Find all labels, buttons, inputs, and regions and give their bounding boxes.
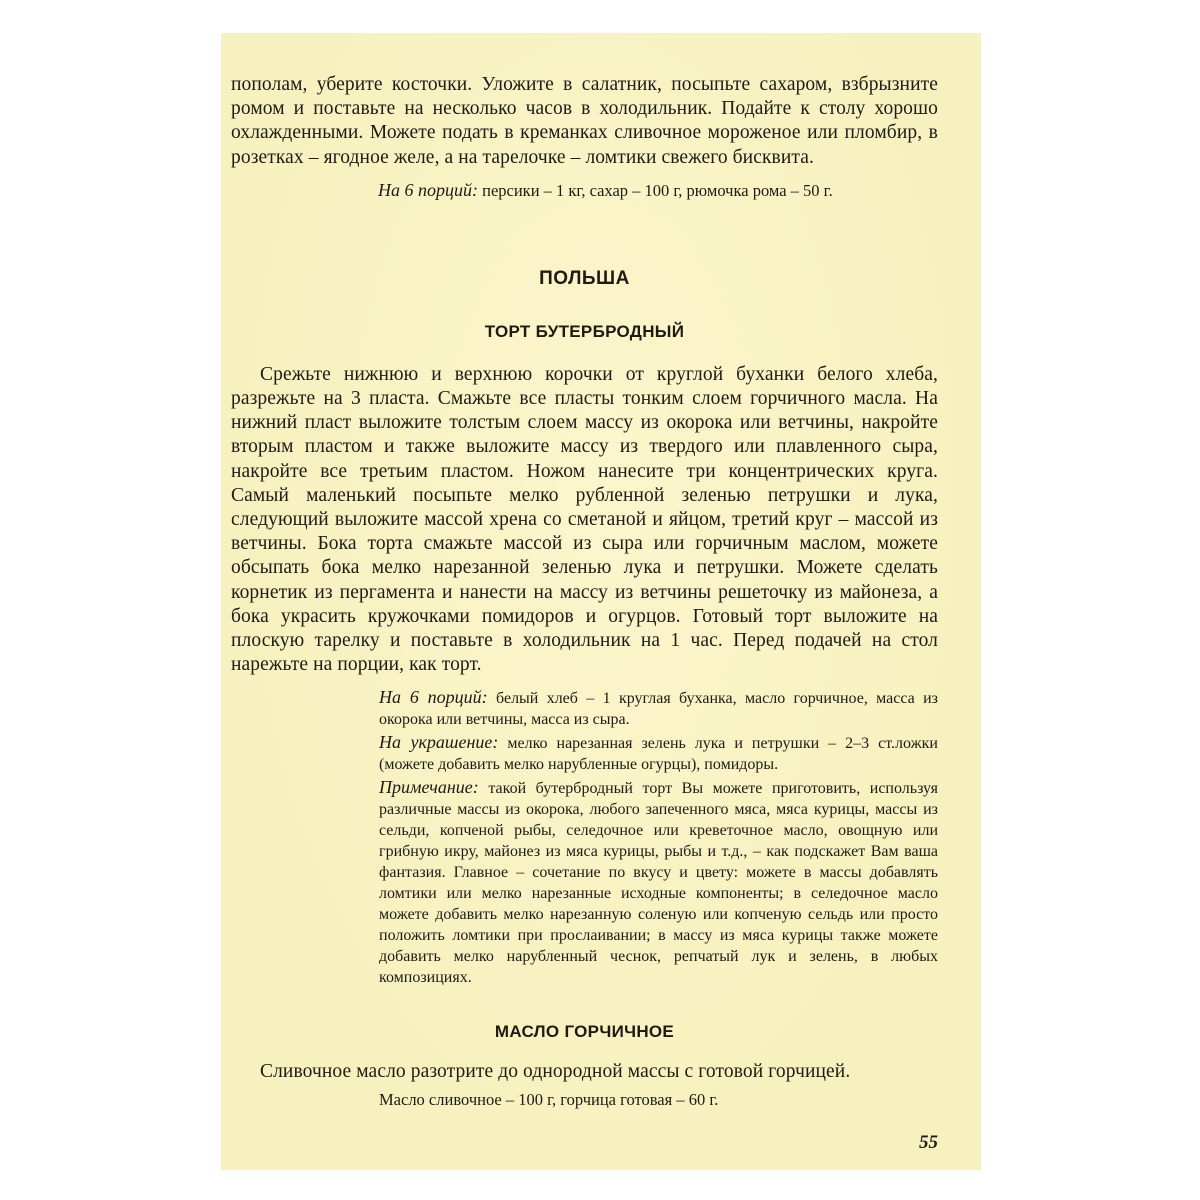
tort-paragraph: Срежьте нижнюю и верхнюю корочки от круглой буханки белого хлеба, разрежьте на 3 пласта. Смажьте все пласты тонким слоем горчичного масла. На нижний пласт выложите толстым слоем массу из окорока или ветчины, накройте вторым пластом и также выложите массу из твердого или плавленного сыра, накройте все третьим пластом. Ножом нанесите три концентрических круга. Самый маленький посыпьте мелко рубленной зеленью петрушки и лука, следующий выложите массой хрена со сметаной и яйцом, третий круг – массой из ветчины. Бока торта смажьте массой из сыра или горчичным маслом, можете обсыпать бока мелко нарезанной зеленью лука и петрушки. Можете сделать корнетик из пергамента и нанести на массу из ветчины решеточку из майонеза, а бока украсить кружочками помидоров и огурцов. Готовый торт выложите на плоскую тарелку и поставьте в холодильник на 1 час. Перед подачей на стол нарежьте на порции, как торт. — [231, 363, 938, 676]
tort-notes — [379, 687, 938, 988]
top-serving — [378, 180, 938, 201]
tort-note-text: такой бутербродный торт Вы можете приготовить, используя различные массы из окорока, любого запеченного мяса, мяса курицы, массы из сельди, копченой рыбы, селедочное или креветочное масло, овощную или грибную икру, майонез из мяса курицы, рыбы и т.д., – как подскажет Вам ваша фантазия. Главное – сочетание по вкусу и цвету: можете в массы добавлять ломтики или мелко нарезанные исходные компоненты; в селедочное масло можете добавить мелко нарезанную соленую или копченую сельдь или просто положить ломтики при прослаивании; в массу из мяса курицы также можете добавить мелко нарубленный чеснок, репчатый лук и зелень, в любых композициях. — [379, 780, 939, 987]
tort-decor-label: На украшение: — [379, 732, 499, 753]
tort-serving-text: белый хлеб – 1 круглая буханка, масло горчичное, масса из окорока или ветчины, масса из сыра. — [379, 690, 939, 729]
recipe-title-butter: МАСЛО ГОРЧИЧНОЕ — [494, 1022, 675, 1042]
recipe-title-tort: ТОРТ БУТЕРБРОДНЫЙ — [484, 321, 685, 341]
butter-paragraph: Сливочное масло разотрите до однородной массы с готовой горчицей. — [260, 1061, 851, 1083]
tort-decor-text: мелко нарезанная зелень лука и петрушки – 2–3 ст.ложки (можете добавить мелко нарубленные огурцы), помидоры. — [379, 735, 938, 774]
top-serving-text: персики – 1 кг, сахар – 100 г, рюмочка рома – 50 г. — [482, 180, 833, 200]
butter-ingredients: Масло сливочное – 100 г, горчица готовая – 60 г. — [379, 1089, 719, 1109]
tort-serving — [379, 687, 938, 730]
tort-note — [379, 777, 938, 988]
book-page — [221, 33, 981, 1170]
tort-note-label: Примечание: — [379, 777, 479, 798]
tort-serving-label: На 6 порций: — [379, 687, 488, 708]
top-paragraph: пополам, уберите косточки. Уложите в салатник, посыпьте сахаром, взбрызните ромом и поставьте на несколько часов в холодильник. Подайте к столу хорошо охлажденными. Можете подать в креманках сливочное мороженое или пломбир, в розетках – ягодное желе, а на тарелочке – ломтики свежего бисквита. — [231, 74, 938, 168]
tort-decor — [379, 732, 938, 775]
top-serving-label: На 6 порций: — [378, 179, 478, 200]
page-number: 55 — [919, 1132, 938, 1153]
section-heading-country: ПОЛЬША — [539, 267, 630, 289]
